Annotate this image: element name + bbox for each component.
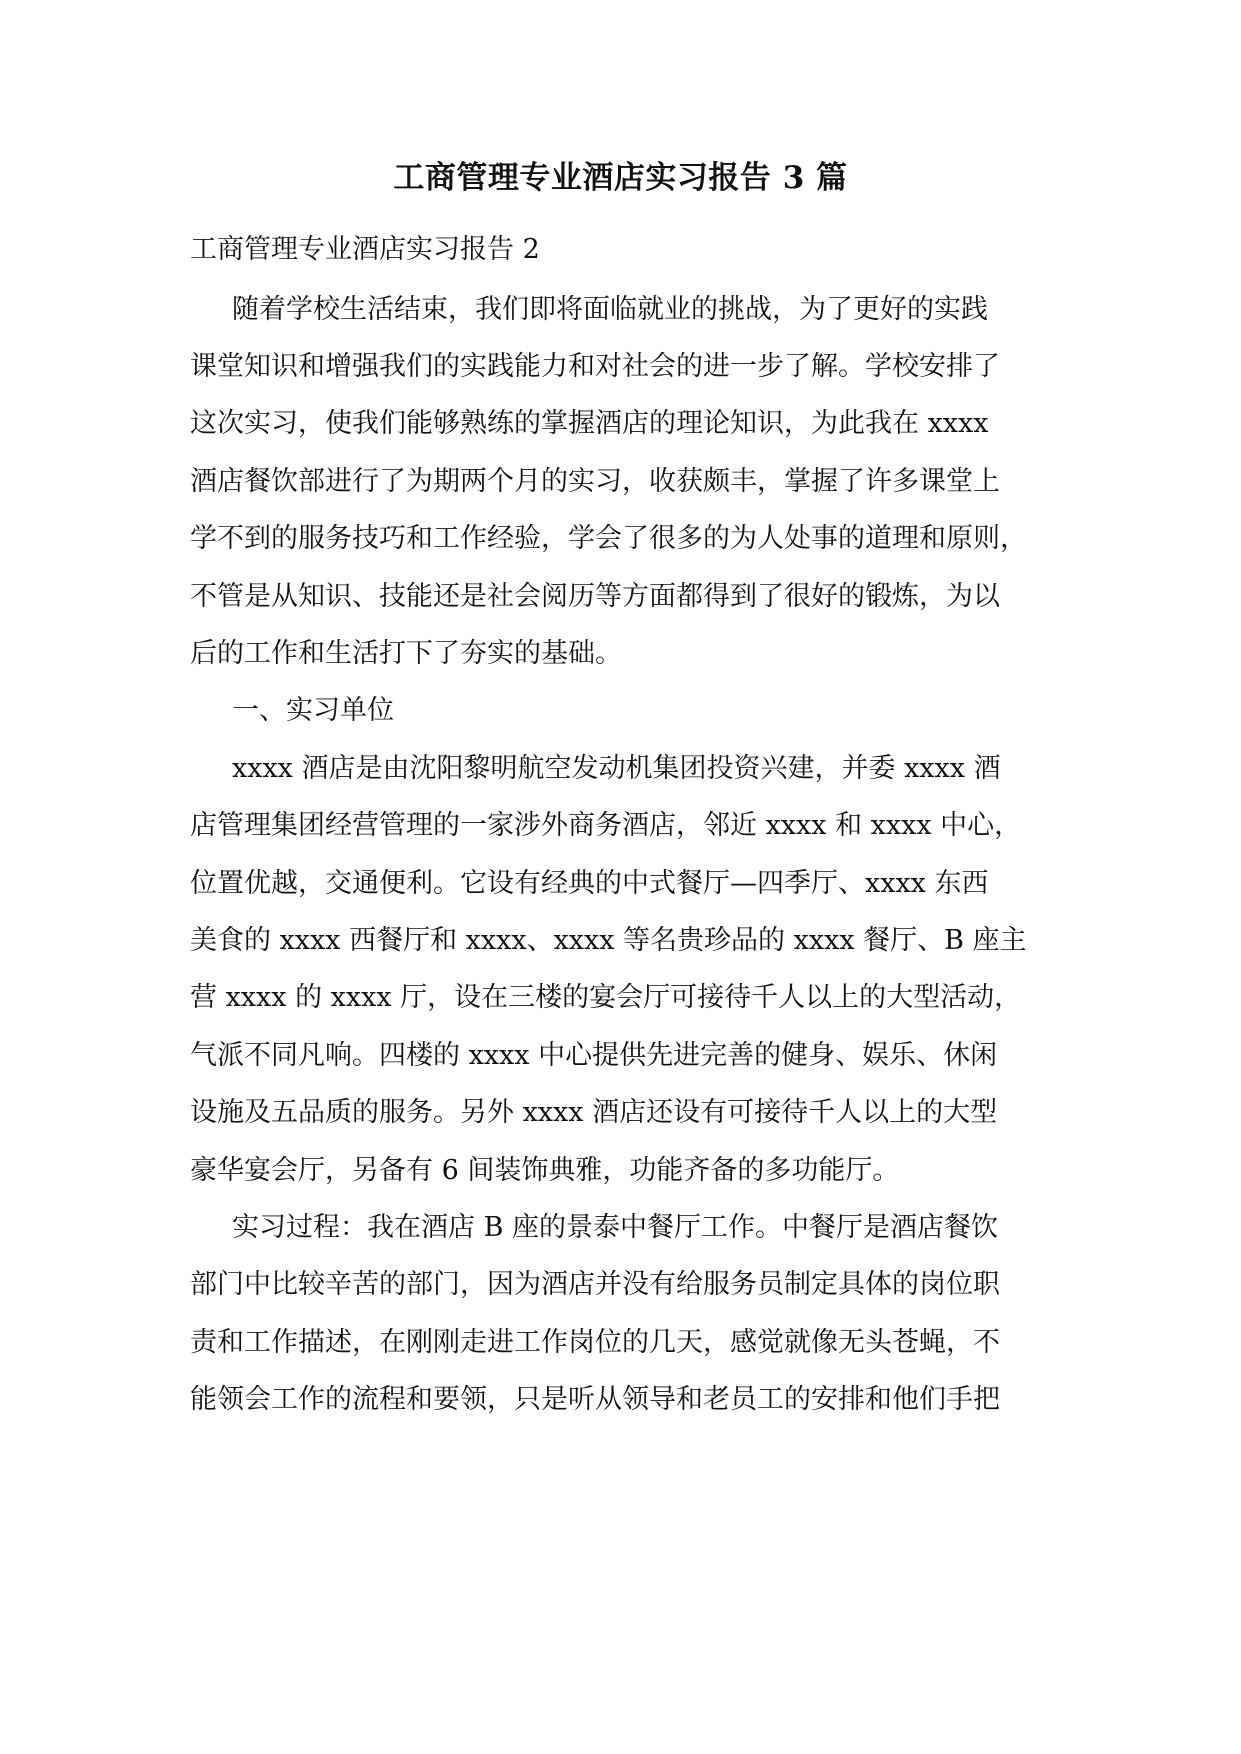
text-line: 这次实习，使我们能够熟练的掌握酒店的理论知识，为此我在 xxxx (190, 408, 989, 439)
text-line: 随着学校生活结束，我们即将面临就业的挑战，为了更好的实践 (232, 294, 988, 325)
text-line: 后的工作和生活打下了夯实的基础。 (190, 638, 622, 669)
text-line: 位置优越，交通便利。它设有经典的中式餐厅—四季厅、xxxx 东西 (190, 868, 989, 899)
text-line: 气派不同凡响。四楼的 xxxx 中心提供先进完善的健身、娱乐、休闲 (190, 1040, 998, 1071)
section-heading: 一、实习单位 (232, 695, 394, 726)
text-line: 实习过程：我在酒店 B 座的景泰中餐厅工作。中餐厅是酒店餐饮 (232, 1212, 999, 1243)
text-line: 课堂知识和增强我们的实践能力和对社会的进一步了解。学校安排了 (190, 351, 1000, 382)
text-line: 酒店餐饮部进行了为期两个月的实习，收获颇丰，掌握了许多课堂上 (190, 466, 1000, 497)
text-line: 美食的 xxxx 西餐厅和 xxxx、xxxx 等名贵珍品的 xxxx 餐厅、B 座主 (190, 925, 1027, 956)
text-line: 学不到的服务技巧和工作经验，学会了很多的为人处事的道理和原则， (190, 523, 1027, 554)
document-title: 工商管理专业酒店实习报告 3 篇 (393, 160, 848, 196)
text-line: 不管是从知识、技能还是社会阅历等方面都得到了很好的锻炼，为以 (190, 581, 1000, 612)
text-line: 责和工作描述，在刚刚走进工作岗位的几天，感觉就像无头苍蝇，不 (190, 1327, 1000, 1358)
text-line: 能领会工作的流程和要领，只是听从领导和老员工的安排和他们手把 (190, 1384, 1000, 1415)
text-line: xxxx 酒店是由沈阳黎明航空发动机集团投资兴建，并委 xxxx 酒 (232, 753, 1001, 784)
text-line: 店管理集团经营管理的一家涉外商务酒店，邻近 xxxx 和 xxxx 中心， (190, 810, 1022, 841)
text-line: 设施及五品质的服务。另外 xxxx 酒店还设有可接待千人以上的大型 (190, 1097, 998, 1128)
document-subtitle: 工商管理专业酒店实习报告 2 (190, 234, 540, 265)
text-line: 营 xxxx 的 xxxx 厅，设在三楼的宴会厅可接待千人以上的大型活动， (190, 982, 1022, 1013)
text-line: 部门中比较辛苦的部门，因为酒店并没有给服务员制定具体的岗位职 (190, 1269, 1000, 1300)
text-line: 豪华宴会厅，另备有 6 间装饰典雅，功能齐备的多功能厅。 (190, 1155, 900, 1186)
